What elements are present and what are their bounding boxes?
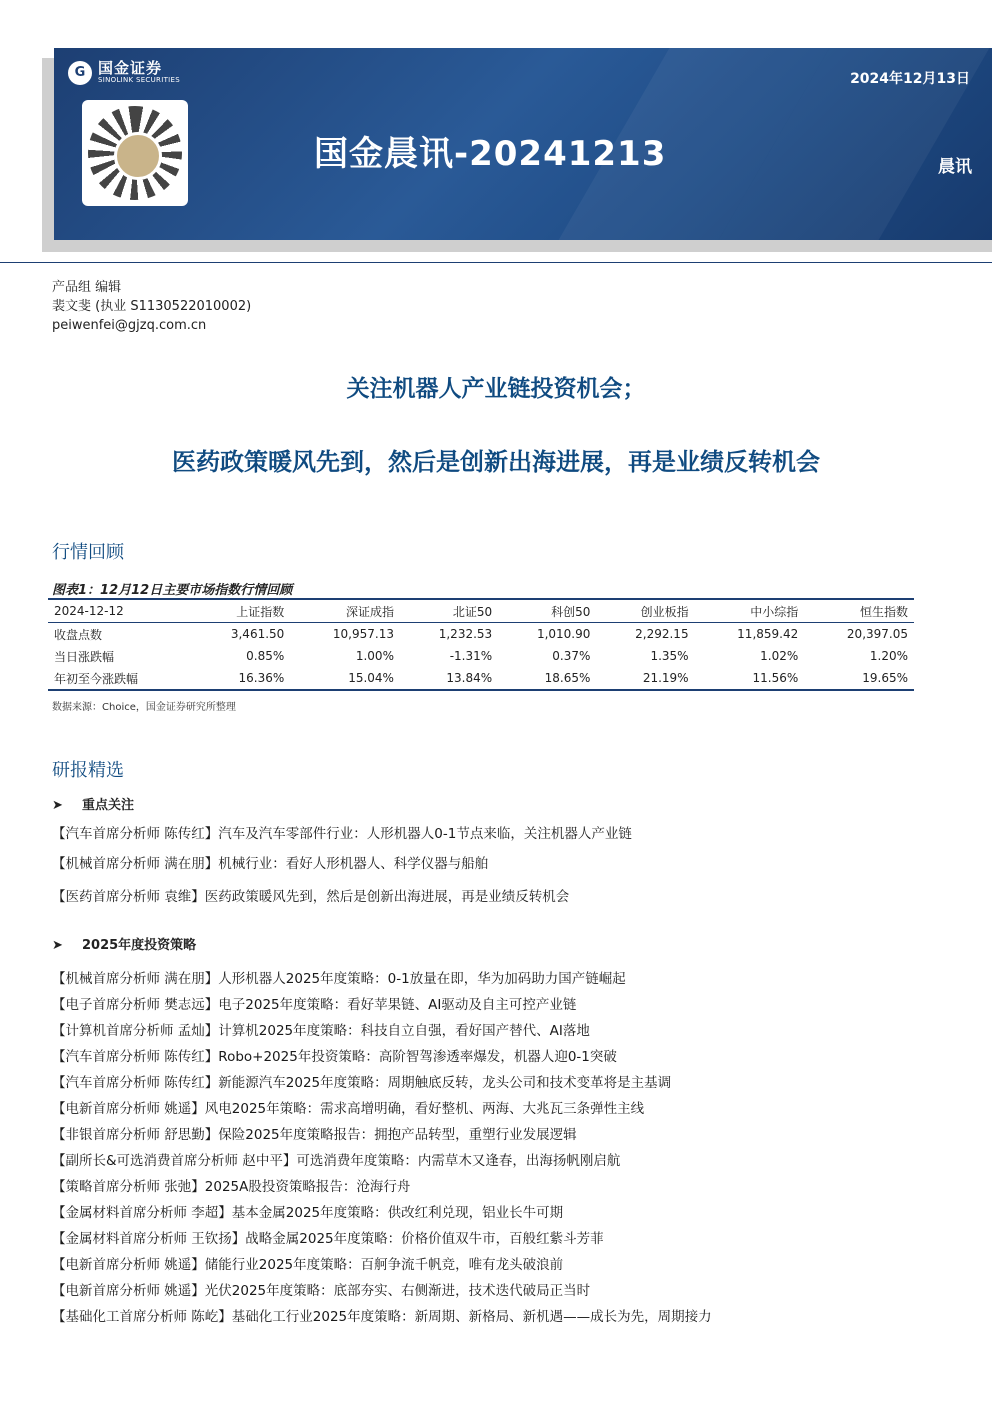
table-cell: 3,461.50 [230, 627, 285, 641]
column-header: 上证指数 [192, 599, 290, 623]
column-header: 创业板指 [596, 599, 694, 623]
author-name: 裴文斐 (执业 S1130522010002) [52, 299, 252, 314]
table-cell: 19.65% [804, 667, 914, 690]
table-cell: 1.02% [760, 649, 799, 663]
logo-mark-icon: G [68, 61, 92, 85]
company-logo [68, 60, 180, 85]
company-name-cn: 国金证券 [98, 59, 163, 77]
table-row [48, 667, 914, 690]
report-link-item[interactable]: 【机械首席分析师 满在朋】机械行业：看好人形机器人、科学仪器与船舶 [52, 856, 489, 872]
table-cell: 0.85% [246, 649, 285, 663]
row-label: 当日涨跌幅 [54, 649, 115, 664]
arrow-bullet-icon: ➤ [52, 938, 63, 953]
report-link-item[interactable]: 【金属材料首席分析师 李超】基本金属2025年度策略：供改红利兑现，铝业长牛可期 [52, 1205, 564, 1221]
column-header: 科创50 [498, 599, 596, 623]
table-cell: 21.19% [596, 667, 694, 690]
table-header-row [48, 599, 914, 623]
report-title: 国金晨讯-20241213 [314, 134, 667, 174]
report-link-item[interactable]: 【计算机首席分析师 孟灿】计算机2025年度策略：科技自立自强，看好国产替代、AI落地 [52, 1023, 590, 1039]
report-link-item[interactable]: 【金属材料首席分析师 王钦扬】战略金属2025年度策略：价格价值双牛市，百般红紫斗芳菲 [52, 1231, 604, 1247]
report-link-item[interactable]: 【基础化工首席分析师 陈屹】基础化工行业2025年度策略：新周期、新格局、新机遇——成长为先，周期接力 [52, 1309, 712, 1325]
table-cell: 11.56% [695, 667, 805, 690]
table-cell: 1.35% [650, 649, 689, 663]
report-link-item[interactable]: 【策略首席分析师 张弛】2025A股投资策略报告：沧海行舟 [52, 1179, 411, 1195]
table-cell: 2,292.15 [635, 627, 689, 641]
report-link-item[interactable]: 【非银首席分析师 舒思勤】保险2025年度策略报告：拥抱产品转型，重塑行业发展逻辑 [52, 1127, 577, 1143]
report-link-item[interactable]: 【副所长&可选消费首席分析师 赵中平】可选消费年度策略：内需草木又逢春，出海扬帆刚启航 [52, 1153, 621, 1169]
table-cell: 15.04% [290, 667, 400, 690]
column-header: 北证50 [400, 599, 498, 623]
table-caption: 图表1：12月12日主要市场指数行情回顾 [52, 583, 293, 598]
headline-1: 关注机器人产业链投资机会； [346, 376, 646, 402]
table-cell: 10,957.13 [332, 627, 394, 641]
report-link-item[interactable]: 【汽车首席分析师 陈传红】Robo+2025年投资策略：高阶智驾渗透率爆发，机器人迎0-1突破 [52, 1049, 617, 1065]
report-link-item[interactable]: 【汽车首席分析师 陈传红】汽车及汽车零部件行业：人形机器人0-1节点来临，关注机器人产业链 [52, 826, 632, 842]
table-cell: 18.65% [498, 667, 596, 690]
section-title-market: 行情回顾 [52, 542, 124, 563]
author-block [52, 278, 251, 335]
column-header: 2024-12-12 [48, 599, 192, 623]
header-banner [54, 48, 992, 240]
report-type-tag: 晨讯 [938, 157, 972, 177]
table-cell: 1.20% [869, 649, 908, 663]
table-row [48, 645, 914, 667]
table-cell: -1.31% [449, 649, 493, 663]
arrow-bullet-icon: ➤ [52, 798, 63, 813]
report-link-item[interactable]: 【汽车首席分析师 陈传红】新能源汽车2025年度策略：周期触底反转，龙头公司和技术变革将是主基调 [52, 1075, 672, 1091]
row-label: 收盘点数 [54, 627, 103, 642]
table-cell: 20,397.05 [846, 627, 908, 641]
table-cell: 16.36% [192, 667, 290, 690]
table-cell: 1.00% [355, 649, 394, 663]
subsection-strategy: ➤ 2025年度投资策略 [52, 938, 197, 953]
table-row [48, 623, 914, 646]
column-header: 恒生指数 [804, 599, 914, 623]
row-label: 年初至今涨跌幅 [48, 667, 192, 690]
section-title-reports: 研报精选 [52, 760, 124, 781]
column-header: 深证成指 [290, 599, 400, 623]
table-cell: 1,010.90 [536, 627, 591, 641]
report-date: 2024年12月13日 [850, 71, 970, 87]
column-header: 中小综指 [695, 599, 805, 623]
table-cell: 13.84% [400, 667, 498, 690]
subsection-focus: ➤ 重点关注 [52, 798, 135, 813]
author-group: 产品组 编辑 [52, 280, 122, 295]
header-divider [0, 262, 992, 263]
table-cell: 11,859.42 [737, 627, 799, 641]
report-link-item[interactable]: 【电新首席分析师 姚遥】光伏2025年度策略：底部夯实、右侧渐进，技术迭代破局正当时 [52, 1283, 591, 1299]
report-link-item[interactable]: 【电新首席分析师 姚遥】储能行业2025年度策略：百舸争流千帆竞，唯有龙头破浪前 [52, 1257, 564, 1273]
report-link-item[interactable]: 【电子首席分析师 樊志远】电子2025年度策略：看好苹果链、AI驱动及自主可控产业链 [52, 997, 577, 1013]
author-email[interactable]: peiwenfei@gjzq.com.cn [52, 318, 207, 333]
report-link-item[interactable]: 【机械首席分析师 满在朋】人形机器人2025年度策略：0-1放量在即，华为加码助力国产链崛起 [52, 971, 626, 987]
report-link-item[interactable]: 【电新首席分析师 姚遥】风电2025年策略：需求高增明确，看好整机、两海、大兆瓦三条弹性主线 [52, 1101, 645, 1117]
report-link-item[interactable]: 【医药首席分析师 袁维】医药政策暖风先到，然后是创新出海进展，再是业绩反转机会 [52, 889, 570, 905]
table-cell: 1,232.53 [438, 627, 493, 641]
headline-2: 医药政策暖风先到，然后是创新出海进展，再是业绩反转机会 [172, 448, 820, 476]
company-name-en: SINOLINK SECURITIES [98, 76, 180, 84]
table-cell: 0.37% [552, 649, 591, 663]
qr-code-icon [82, 100, 188, 206]
market-index-table [48, 598, 914, 691]
data-source-note: 数据来源：Choice，国金证券研究所整理 [52, 702, 236, 713]
